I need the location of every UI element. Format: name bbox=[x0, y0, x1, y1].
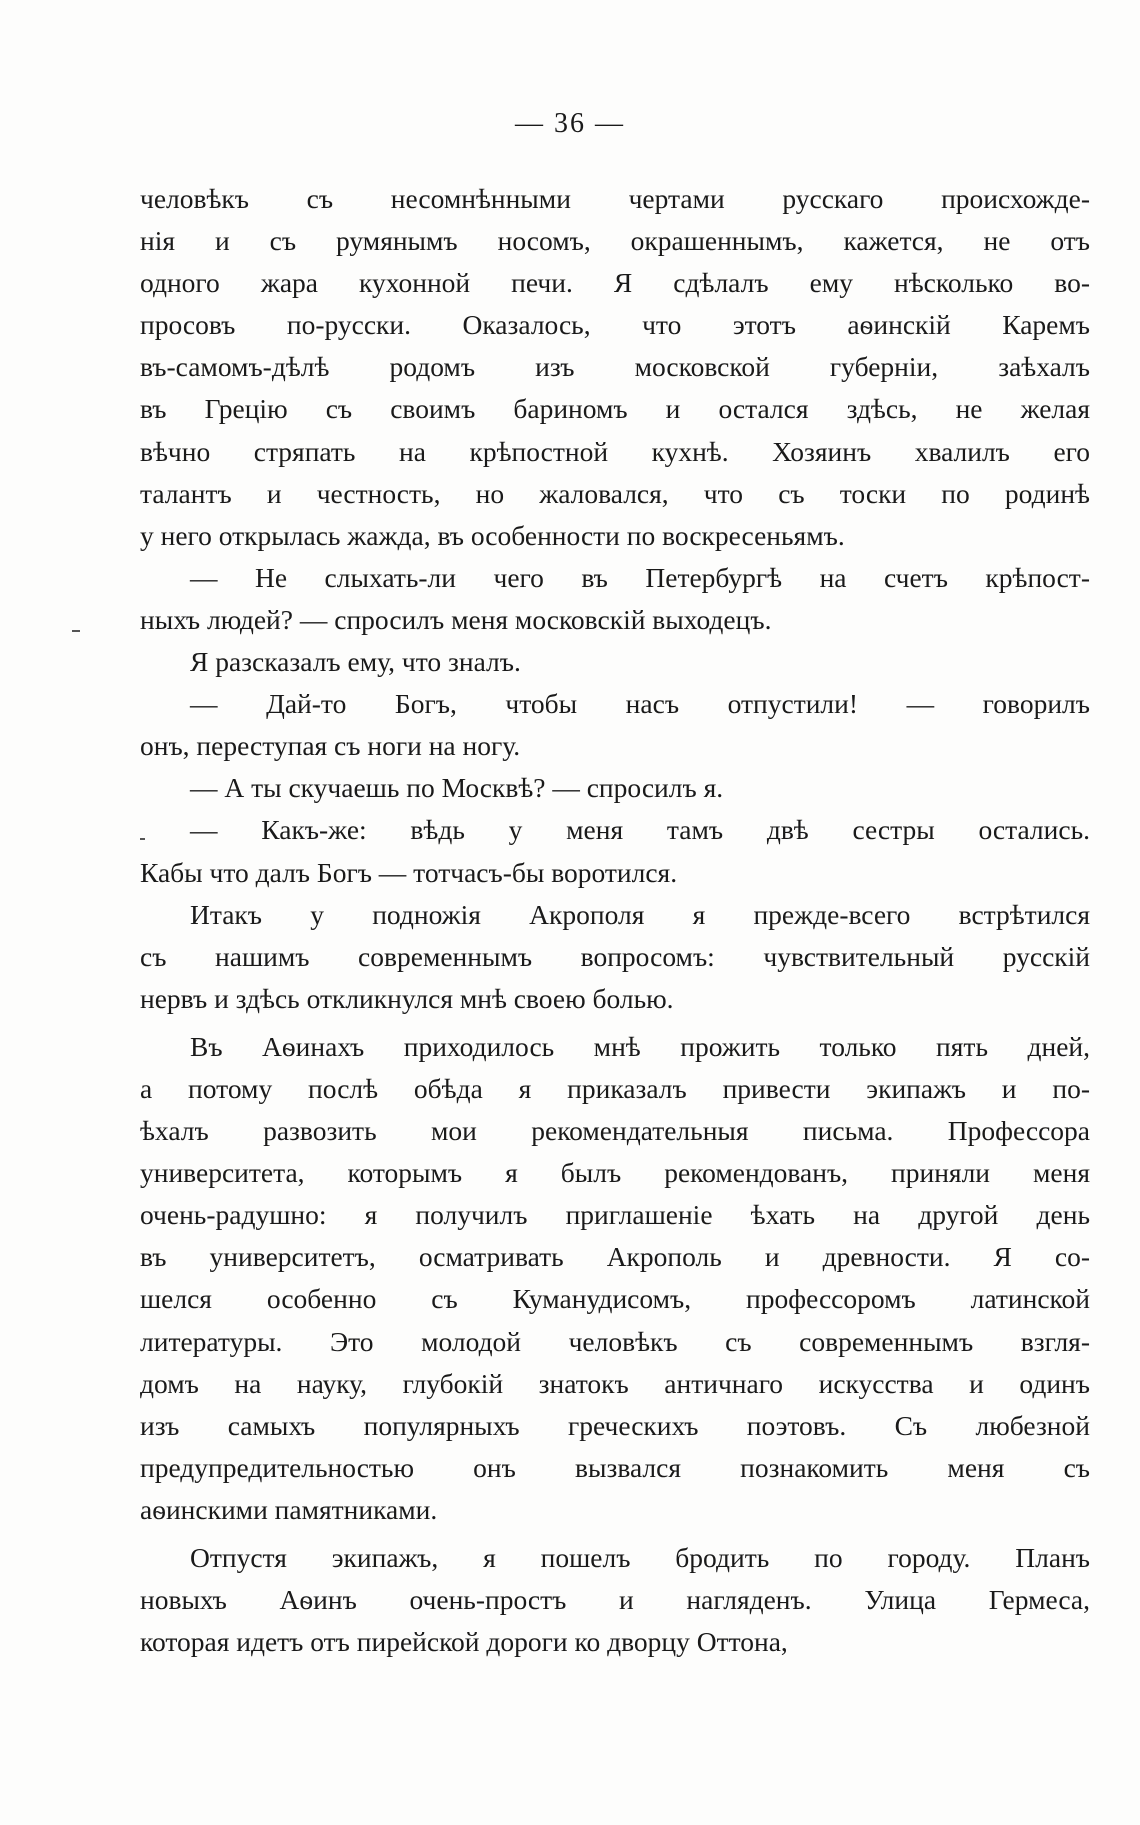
text-line: просовъ по-русски. Оказалось, что этотъ аѳинскій Каремъ bbox=[140, 309, 1090, 341]
paragraph bbox=[140, 557, 1090, 641]
text-line: Я разсказалъ ему, что зналъ. bbox=[190, 646, 521, 678]
text-line: нія и съ румянымъ носомъ, окрашеннымъ, кажется, не отъ bbox=[140, 225, 1090, 257]
text-line: человѣкъ съ несомнѣнными чертами русскаго происхожде- bbox=[140, 183, 1090, 214]
text-line: въ-самомъ-дѣлѣ родомъ изъ московской губерніи, заѣхалъ bbox=[140, 351, 1090, 383]
text-line: — Дай-то Богъ, чтобы насъ отпустили! — говорилъ bbox=[190, 688, 1090, 720]
page-number: — 36 — bbox=[515, 108, 625, 139]
text-line: у него открылась жажда, въ особенности по воскресеньямъ. bbox=[140, 519, 845, 551]
margin-mark bbox=[72, 630, 80, 632]
text-line: нервъ и здѣсь откликнулся мнѣ своею болью. bbox=[140, 982, 674, 1014]
text-line: домъ на науку, глубокій знатокъ античнаго искусства и одинъ bbox=[140, 1367, 1090, 1399]
text-line: вѣчно стряпать на крѣпостной кухнѣ. Хозяинъ хвалилъ его bbox=[140, 435, 1090, 467]
text-line: — А ты скучаешь по Москвѣ? — спросилъ я. bbox=[190, 772, 724, 804]
text-line: въ университетъ, осматривать Акрополь и древности. Я со- bbox=[140, 1241, 1090, 1273]
text-line: изъ самыхъ популярныхъ греческихъ поэтовъ. Съ любезной bbox=[140, 1409, 1090, 1441]
text-line: — Не слыхать-ли чего въ Петербургѣ на счетъ крѣпост- bbox=[190, 561, 1090, 593]
paragraph bbox=[140, 178, 1090, 557]
text-line: новыхъ Аѳинъ очень-простъ и нагляденъ. Улица Гермеса, bbox=[140, 1584, 1090, 1616]
text-line: предупредительностью онъ вызвался познакомить меня съ bbox=[140, 1451, 1090, 1483]
text-line: Кабы что далъ Богъ — тотчасъ-бы воротился. bbox=[140, 856, 678, 888]
paragraph bbox=[140, 1537, 1090, 1663]
paragraph bbox=[140, 683, 1090, 767]
text-line: а потому послѣ обѣда я приказалъ привести экипажъ и по- bbox=[140, 1072, 1090, 1104]
paragraph bbox=[140, 894, 1090, 1020]
paragraph bbox=[140, 767, 1090, 809]
text-line: Итакъ у подножія Акрополя я прежде-всего встрѣтился bbox=[190, 898, 1090, 930]
paragraph bbox=[140, 641, 1090, 683]
text-line: аѳинскими памятниками. bbox=[140, 1493, 438, 1525]
text-line: талантъ и честность, но жаловался, что съ тоски по родинѣ bbox=[140, 477, 1090, 509]
text-line: — Какъ-же: вѣдь у меня тамъ двѣ сестры остались. bbox=[190, 814, 1090, 846]
text-line: съ нашимъ современнымъ вопросомъ: чувствительный русскій bbox=[140, 940, 1090, 972]
body-text bbox=[140, 178, 1090, 1663]
text-line: одного жара кухонной печи. Я сдѣлалъ ему нѣсколько во- bbox=[140, 267, 1090, 299]
text-line: въ Грецію съ своимъ бариномъ и остался здѣсь, не желая bbox=[140, 393, 1090, 425]
text-line: ныхъ людей? — спросилъ меня московскій выходецъ. bbox=[140, 603, 772, 635]
text-line: шелся особенно съ Куманудисомъ, профессоромъ латинской bbox=[140, 1283, 1090, 1315]
text-line: ѣхалъ развозить мои рекомендательныя письма. Профессора bbox=[140, 1115, 1090, 1147]
text-line: литературы. Это молодой человѣкъ съ современнымъ взгля- bbox=[140, 1325, 1090, 1357]
text-line: Отпустя экипажъ, я пошелъ бродить по городу. Планъ bbox=[190, 1542, 1090, 1573]
paragraph bbox=[140, 1026, 1090, 1531]
text-line: университета, которымъ я былъ рекомендованъ, приняли меня bbox=[140, 1157, 1090, 1189]
text-line: онъ, переступая съ ноги на ногу. bbox=[140, 730, 521, 762]
text-line: которая идетъ отъ пирейской дороги ко дворцу Оттона, bbox=[140, 1626, 788, 1658]
text-line: Въ Аѳинахъ приходилось мнѣ прожить только пять дней, bbox=[190, 1030, 1090, 1062]
text-line: очень-радушно: я получилъ приглашеніе ѣхать на другой день bbox=[140, 1199, 1090, 1231]
paragraph bbox=[140, 809, 1090, 893]
